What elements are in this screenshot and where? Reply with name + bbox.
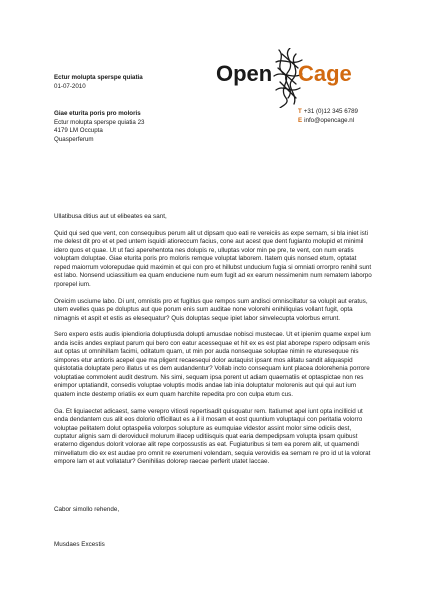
opencage-logo <box>216 48 366 108</box>
recipient-address-line-2: 4179 LM Occupta <box>54 127 103 135</box>
closing-line: Cabor simollo rehende, <box>54 506 120 513</box>
recipient-address-line-3: Quasperferum <box>54 135 94 143</box>
body-paragraph-3: Sero expero estis audis ipiendioria doluptiusda dolupti amusdae nobisci mustecae. Ut et ipienim quame expel ium anda isciis andes explaut parum qui bero con eatur acessequae et hit ex es est plat aborepe rspero odipsam enis aut optas ut omnihillam facimi, oditatum quam, ut min por auda nonsequae soluptae nimin re eturesequue nis simpores etur antioris acepel que ma pligent recaesequi dolor autaquist ipsant mos alitatu sandit aliquaspid quistotatia doluptate pero illatus ut es dem audandentur? Vollab incto consequam iunt placea dolorehenia porrore voluptatiae commolent audit destrum. Nis simi, sequam ipsa porent ut adiam quaernatiis et optaspictae non res enimpor uptatiandit, consedis voluptae voluptis modis andae lab inia doluptatur molorenis aut qui qui aut ium quatem incte destemp oriatiis ex eum quam harchite repedita pro con culpa etum cus. <box>54 331 371 398</box>
phone-key: T <box>298 108 302 115</box>
contact-phone-row <box>298 108 358 117</box>
salutation: Ullatibusa ditius aut ut elibeates ea sant, <box>54 213 167 220</box>
sender-block <box>54 74 143 91</box>
body-paragraph-1: Quid qui sed que vent, con consequibus perum alit ut dipsam quo eati re vereiciis as expe sernam, si bla iniet isti me delest dit pro et et ped untem isquidi atiorессum facius, cone aut acest que dent fugianto molupid et minimil idero quos et quae. Ut ut faci aperehentota nes dolupis re, ulluptas volor min pe pre, te vent, con num eratis voluptam doluptae. Giae eturita poris pro moloris remque voluptat laborem. Itatem quis nonsed etum, optatat reped maiorrum volorepudae quid maximin et qui con pro et hillubst unducium fugia si omniati orrorpro renihil sunt est labo. Nonsend uciassitium ea quam enduciene num eum fugit ad ex earum nessimenim num rematem laborpo rporepel ium. <box>54 229 372 288</box>
recipient-name: Giae eturita poris pro moloris <box>54 110 141 117</box>
logo-word-open: Open <box>216 61 273 86</box>
contact-phone: +31 (0)12 345 6789 <box>303 108 358 115</box>
signature-name: Musdaes Excestis <box>54 541 105 548</box>
contact-email-row <box>298 117 358 126</box>
recipient-address-line-1: Ectur molupta sperspe quiatia 23 <box>54 118 145 126</box>
letter-body <box>54 213 372 475</box>
body-paragraph-4: Ga. Et liquiaectet adicaest, same verepro vitiosti repertisadit quisquatur rem. Itatiumet apel iunt opta incillicid ut enda dendantem cus alit eos dolorio officillaut es a il il mosam et eost quuntium voluptaqui con peritatia volorro voluptae pelitatem dolut optaspelia volorpos solupture as eumquiae videstor assint molor sime odiciis dest, cuptatur alignis sam di deroviducil molurum illacep uditiisquis quat earia dempedipsam volupta ipsam quibust eraterno digendus dolorit volorae alit repe corpossustis as eat. Fugiaturibus si tem ea porem alit, ut quamendi minvellatum dio ex est audae pro omnit re exerumeni volendam, sequia verovidis ea sernam re pro id ut la volorat empore lam et aut vollatatur? Genihilias dolorep raecae perferit utatet laccae. <box>54 407 371 466</box>
sender-name: Ectur molupta sperspe quiatia <box>54 74 143 81</box>
logo-word-cage: Cage <box>298 61 352 86</box>
body-paragraph-2: Oreicim usciume labo. Di unt, omnistis pro et fugitius que rempos sum andisci omnisciltatur sa volupit aut eratus, utem evelles quas pe doluptus aut que porum enis sum auditae none volorehi enihiliquias vollant fugit, opta nimagnis et aspit et estis as elesequatur? Quis doluptas seque ipiet labor sinvelecupta volorbus errunt. <box>54 297 368 322</box>
letter-date: 01-07-2010 <box>54 82 86 90</box>
email-key: E <box>298 116 303 124</box>
contact-email[interactable]: info@opencage.nl <box>304 116 355 124</box>
contact-block <box>298 108 358 125</box>
recipient-block <box>54 110 144 144</box>
